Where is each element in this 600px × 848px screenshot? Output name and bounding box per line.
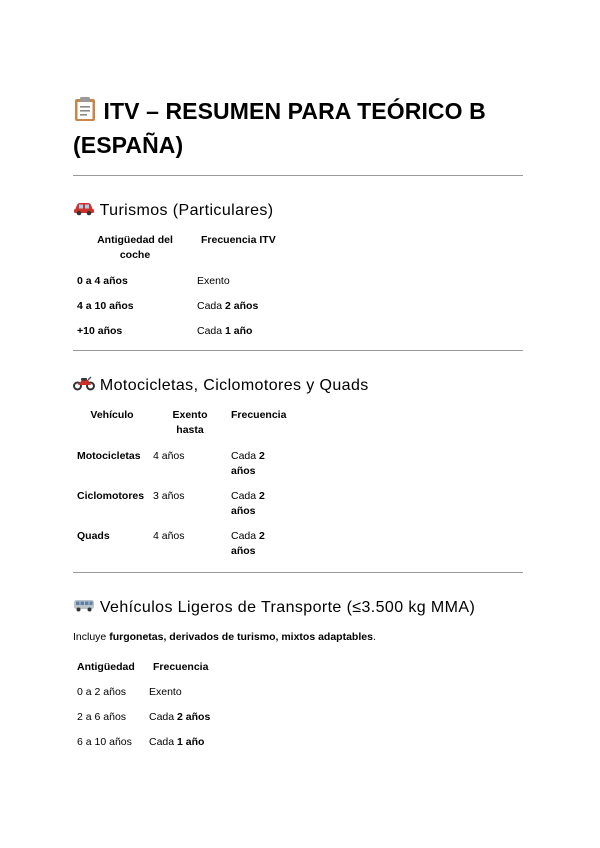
vehicle-cell: Quads [77,530,110,542]
exempt-cell: 3 años [153,490,185,502]
vehicle-cell: Ciclomotores [77,490,145,502]
divider [73,350,523,351]
exempt-cell: 4 años [153,450,185,462]
table-header: Frecuencia [231,409,287,421]
motos-table [73,408,301,559]
frequency-value: 2 años [225,300,259,312]
table-header: Antigüedad del coche [97,234,173,261]
motorcycle-icon [73,375,95,397]
frequency-prefix: Cada [231,490,257,502]
section-heading-motos [73,375,523,397]
frequency-value: 1 año [225,325,253,337]
page-title-text: ITV – RESUMEN PARA TEÓRICO B (ESPAÑA) [73,98,486,158]
table-row [73,735,239,750]
document-page [73,96,523,750]
frequency-value: 2 años [177,711,211,723]
section-heading-text: Vehículos Ligeros de Transporte (≤3.500 kg MMA) [99,599,476,617]
clipboard-icon [73,96,97,130]
table-header: Exento hasta [172,409,208,436]
section-heading-text: Turismos (Particulares) [99,202,274,220]
page-title [73,96,523,161]
ligeros-table [73,660,239,750]
table-header: Vehículo [90,409,134,421]
turismos-table [73,233,297,339]
table-row [73,324,297,339]
frequency-cell: Exento [197,275,230,287]
divider [73,572,523,573]
frequency-prefix: Cada [149,711,175,723]
age-cell: 0 a 2 años [77,686,127,698]
frequency-value: 1 año [177,736,205,748]
age-cell: 4 a 10 años [77,300,134,312]
table-header: Frecuencia ITV [201,234,276,246]
section-heading-text: Motocicletas, Ciclomotores y Quads [99,377,369,395]
intro-suffix: . [372,631,376,643]
table-row [73,489,301,529]
table-row [73,274,297,299]
intro-prefix: Incluye [73,631,107,643]
frequency-cell: Exento [149,686,182,698]
frequency-prefix: Cada [231,530,257,542]
table-row [73,529,301,559]
frequency-prefix: Cada [197,325,223,337]
table-row [73,449,301,489]
table-row [73,710,239,735]
age-cell: 2 a 6 años [77,711,127,723]
frequency-prefix: Cada [149,736,175,748]
frequency-value: 2 años [231,530,265,557]
section-heading-turismos [73,200,523,222]
age-cell: +10 años [77,325,123,337]
section-heading-ligeros [73,597,523,619]
intro-bold: furgonetas, derivados de turismo, mixtos adaptables [109,631,373,643]
frequency-value: 2 años [231,490,265,517]
exempt-cell: 4 años [153,530,185,542]
table-row [73,299,297,324]
divider [73,175,523,176]
frequency-prefix: Cada [231,450,257,462]
car-icon [73,200,95,222]
minibus-icon [73,597,95,619]
frequency-value: 2 años [231,450,265,477]
table-row [73,685,239,710]
table-header: Frecuencia [153,661,209,673]
age-cell: 0 a 4 años [77,275,128,287]
frequency-prefix: Cada [197,300,223,312]
table-header: Antigüedad [77,661,135,673]
age-cell: 6 a 10 años [77,736,132,748]
section-intro [73,630,523,644]
vehicle-cell: Motocicletas [77,450,141,462]
